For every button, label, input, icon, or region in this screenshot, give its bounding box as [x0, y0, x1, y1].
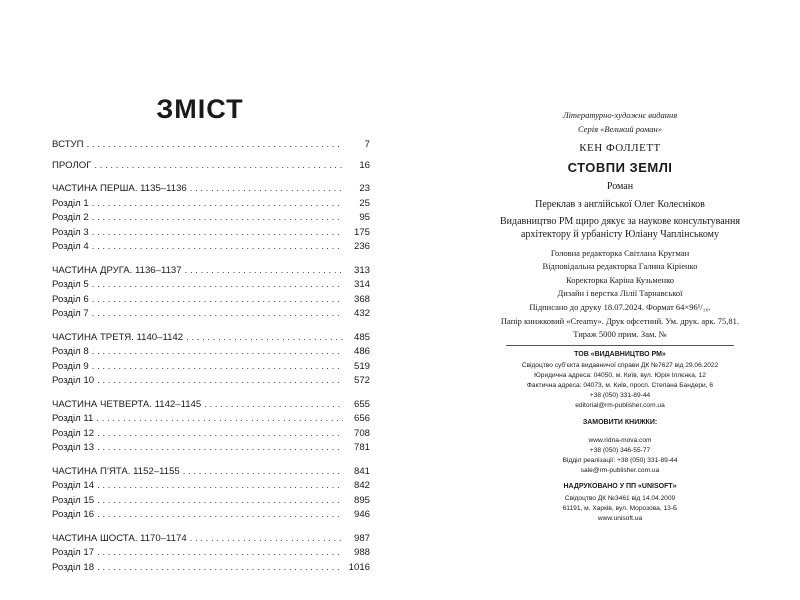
toc-page-number: 987: [353, 532, 370, 544]
toc-leader-dots: [94, 160, 343, 171]
divider: [506, 345, 734, 346]
toc-leader-dots: [92, 361, 343, 372]
proofreader: Коректорка Каріна Кузьменко: [565, 275, 675, 285]
toc-entry-label: Розділ 8: [52, 346, 89, 357]
toc-page-number: 708: [353, 427, 370, 439]
toc-page-number: 946: [353, 509, 370, 520]
toc-entry-label: ЧАСТИНА ДРУГА. 1136–1137: [52, 264, 182, 276]
acknowledgement-line-2: архітектору й урбаністу Юліану Чаплінському: [520, 229, 719, 240]
toc-entry-label: ЧАСТИНА ПЕРША. 1135–1136: [52, 183, 187, 194]
toc-part-entry: [52, 265, 370, 280]
toc-part-entry: [52, 183, 370, 198]
toc-leader-dots: [96, 413, 343, 424]
chief-editor: Головна редакторка Світлана Кругман: [550, 248, 690, 258]
book-title: СТОВПИ ЗЕМЛІ: [567, 160, 673, 175]
toc-leader-dots: [97, 547, 343, 558]
toc-leader-dots: [92, 294, 343, 305]
toc-leader-dots: [92, 198, 343, 209]
printer-address: 61191, м. Харків, вул. Морозова, 13-Б: [562, 505, 678, 512]
toc-leader-dots: [92, 227, 343, 238]
toc-leader-dots: [185, 265, 343, 276]
toc-entry: [52, 495, 370, 510]
right-page: [400, 0, 800, 600]
toc-leader-dots: [190, 183, 343, 194]
toc-leader-dots: [97, 428, 343, 439]
toc-entry-label: Розділ 5: [52, 279, 89, 290]
toc-entry-label: ПРОЛОГ: [52, 159, 92, 171]
toc-leader-dots: [97, 480, 343, 491]
toc-part-entry: [52, 399, 370, 414]
toc-title: ЗМІСТ: [156, 94, 244, 124]
toc-entry: [52, 346, 370, 361]
toc-leader-dots: [204, 399, 343, 410]
toc-leader-dots: [92, 212, 343, 223]
toc-entry: [52, 139, 370, 154]
printer-certificate: Свідоцтво ДК №3461 від 14.04.2009: [564, 495, 676, 502]
toc-entry: [52, 308, 370, 323]
toc-page-number: 572: [353, 375, 370, 386]
toc-entry-label: Розділ 7: [52, 308, 89, 319]
author-name: КЕН ФОЛЛЕТТ: [579, 142, 661, 154]
toc-entry: [52, 547, 370, 562]
toc-leader-dots: [97, 375, 343, 386]
toc-entry: [52, 160, 370, 175]
toc-page-number: 656: [353, 413, 370, 424]
paper-info: Папір книжковий «Creamy». Друк офсетний. Ум. друк. арк. 75,81.: [500, 316, 740, 326]
toc-page-number: 95: [359, 212, 370, 223]
toc-entry-label: ЧАСТИНА П’ЯТА. 1152–1155: [52, 465, 180, 477]
designer: Дизайн і верстка Лілії Тарнавської: [557, 288, 683, 298]
publisher-name: ТОВ «ВИДАВНИЦТВО РМ»: [574, 351, 666, 358]
toc-entry-label: Розділ 3: [52, 226, 89, 238]
toc-entry-label: ЧАСТИНА ЧЕТВЕРТА. 1142–1145: [52, 398, 202, 410]
toc-page-number: 368: [353, 293, 370, 305]
toc-entry: [52, 361, 370, 376]
series-name: Серія «Великий роман»: [577, 124, 663, 134]
order-website: www.ridna-mova.com: [588, 437, 652, 444]
toc-entry-label: Розділ 13: [52, 442, 95, 453]
toc-entry: [52, 212, 370, 227]
toc-page-number: 23: [359, 183, 370, 194]
toc-entry: [52, 442, 370, 457]
toc-page-number: 519: [353, 360, 370, 372]
toc-page-number: 1016: [348, 561, 370, 573]
sales-department: Відділ реалізації: +38 (050) 331-89-44: [562, 457, 678, 464]
toc-page-number: 7: [364, 139, 370, 150]
toc-entry: [52, 480, 370, 495]
toc-page-number: 432: [353, 308, 370, 319]
toc-entry: [52, 227, 370, 242]
toc-page-number: 314: [353, 279, 370, 290]
toc-entry-label: Розділ 11: [52, 413, 94, 424]
toc-leader-dots: [87, 139, 343, 150]
toc-entry-label: ВСТУП: [52, 139, 84, 150]
order-phone: +38 (050) 346-55-77: [589, 447, 651, 454]
toc-entry-label: Розділ 2: [52, 212, 89, 223]
order-heading: ЗАМОВИТИ КНИЖКИ:: [582, 419, 658, 426]
toc-page-number: 16: [359, 159, 370, 171]
managing-editor: Відповідальна редакторка Галина Кіріенко: [542, 261, 698, 271]
toc-page-number: 25: [359, 197, 370, 209]
toc-entry-label: Розділ 4: [52, 241, 89, 252]
toc-entry-label: ЧАСТИНА ТРЕТЯ. 1140–1142: [52, 331, 184, 343]
publisher-legal-address: Юридична адреса: 04050, м. Київ, вул. Юрія Іллєнка, 12: [534, 372, 706, 379]
table-of-contents: [52, 139, 370, 576]
toc-entry-label: Розділ 17: [52, 547, 95, 558]
toc-entry-label: Розділ 1: [52, 197, 89, 209]
toc-entry-label: Розділ 12: [52, 427, 95, 439]
publisher-actual-address: Фактична адреса: 04073, м. Київ, просп. Степана Бандери, 6: [526, 382, 714, 389]
publisher-certificate: Свідоцтво суб’єкта видавничої справи ДК №7627 від 29.06.2022: [521, 362, 719, 369]
toc-entry-label: Розділ 15: [52, 494, 95, 506]
printer-website: www.unisoft.ua: [597, 515, 643, 522]
acknowledgement-line-1: Видавництво РМ щиро дякує за наукове консультування: [500, 216, 740, 227]
toc-entry-label: Розділ 18: [52, 561, 95, 573]
toc-entry: [52, 509, 370, 524]
toc-page-number: 313: [353, 264, 370, 276]
toc-entry: [52, 198, 370, 213]
toc-entry: [52, 279, 370, 294]
toc-leader-dots: [97, 509, 343, 520]
toc-leader-dots: [183, 466, 343, 477]
toc-leader-dots: [97, 442, 343, 453]
publisher-phone: +38 (050) 331-89-44: [589, 392, 651, 399]
toc-part-entry: [52, 466, 370, 481]
toc-leader-dots: [92, 279, 343, 290]
toc-page-number: 175: [353, 226, 370, 238]
toc-page-number: 895: [353, 494, 370, 506]
toc-part-entry: [52, 332, 370, 347]
toc-part-entry: [52, 533, 370, 548]
toc-entry-label: Розділ 6: [52, 293, 89, 305]
edition-type: Літературно-художнє видання: [562, 110, 678, 120]
toc-entry-label: Розділ 14: [52, 480, 95, 491]
print-run: Тираж 5000 прим. Зам. №: [573, 329, 667, 339]
toc-page-number: 781: [353, 442, 370, 453]
toc-entry-label: Розділ 16: [52, 509, 95, 520]
toc-page-number: 842: [353, 480, 370, 491]
toc-entry: [52, 562, 370, 577]
toc-page-number: 655: [353, 398, 370, 410]
genre: Роман: [606, 181, 634, 192]
toc-entry: [52, 413, 370, 428]
sales-email: sale@rm-publisher.com.ua: [580, 467, 660, 474]
toc-leader-dots: [97, 495, 343, 506]
publisher-email: editorial@rm-publisher.com.ua: [575, 402, 665, 409]
toc-entry: [52, 294, 370, 309]
toc-page-number: 988: [353, 547, 370, 558]
toc-leader-dots: [97, 562, 343, 573]
toc-page-number: 485: [353, 331, 370, 343]
printer-name: НАДРУКОВАНО У ПП «UNISOFT»: [563, 483, 677, 490]
toc-entry-label: Розділ 10: [52, 375, 95, 386]
toc-entry: [52, 375, 370, 390]
toc-leader-dots: [186, 332, 343, 343]
toc-leader-dots: [92, 241, 343, 252]
toc-page-number: 486: [353, 346, 370, 357]
toc-page-number: 236: [353, 241, 370, 252]
toc-leader-dots: [92, 346, 343, 357]
toc-leader-dots: [92, 308, 343, 319]
toc-page-number: 841: [353, 465, 370, 477]
translator-line: Переклав з англійської Олег Колесніков: [535, 199, 705, 210]
print-sign-date: Підписано до друку 18.07.2024. Формат 64×96¹/₁₆.: [529, 302, 711, 312]
toc-entry: [52, 241, 370, 256]
toc-entry-label: ЧАСТИНА ШОСТА. 1170–1174: [52, 532, 187, 544]
toc-entry: [52, 428, 370, 443]
toc-leader-dots: [190, 533, 343, 544]
toc-entry-label: Розділ 9: [52, 360, 89, 372]
